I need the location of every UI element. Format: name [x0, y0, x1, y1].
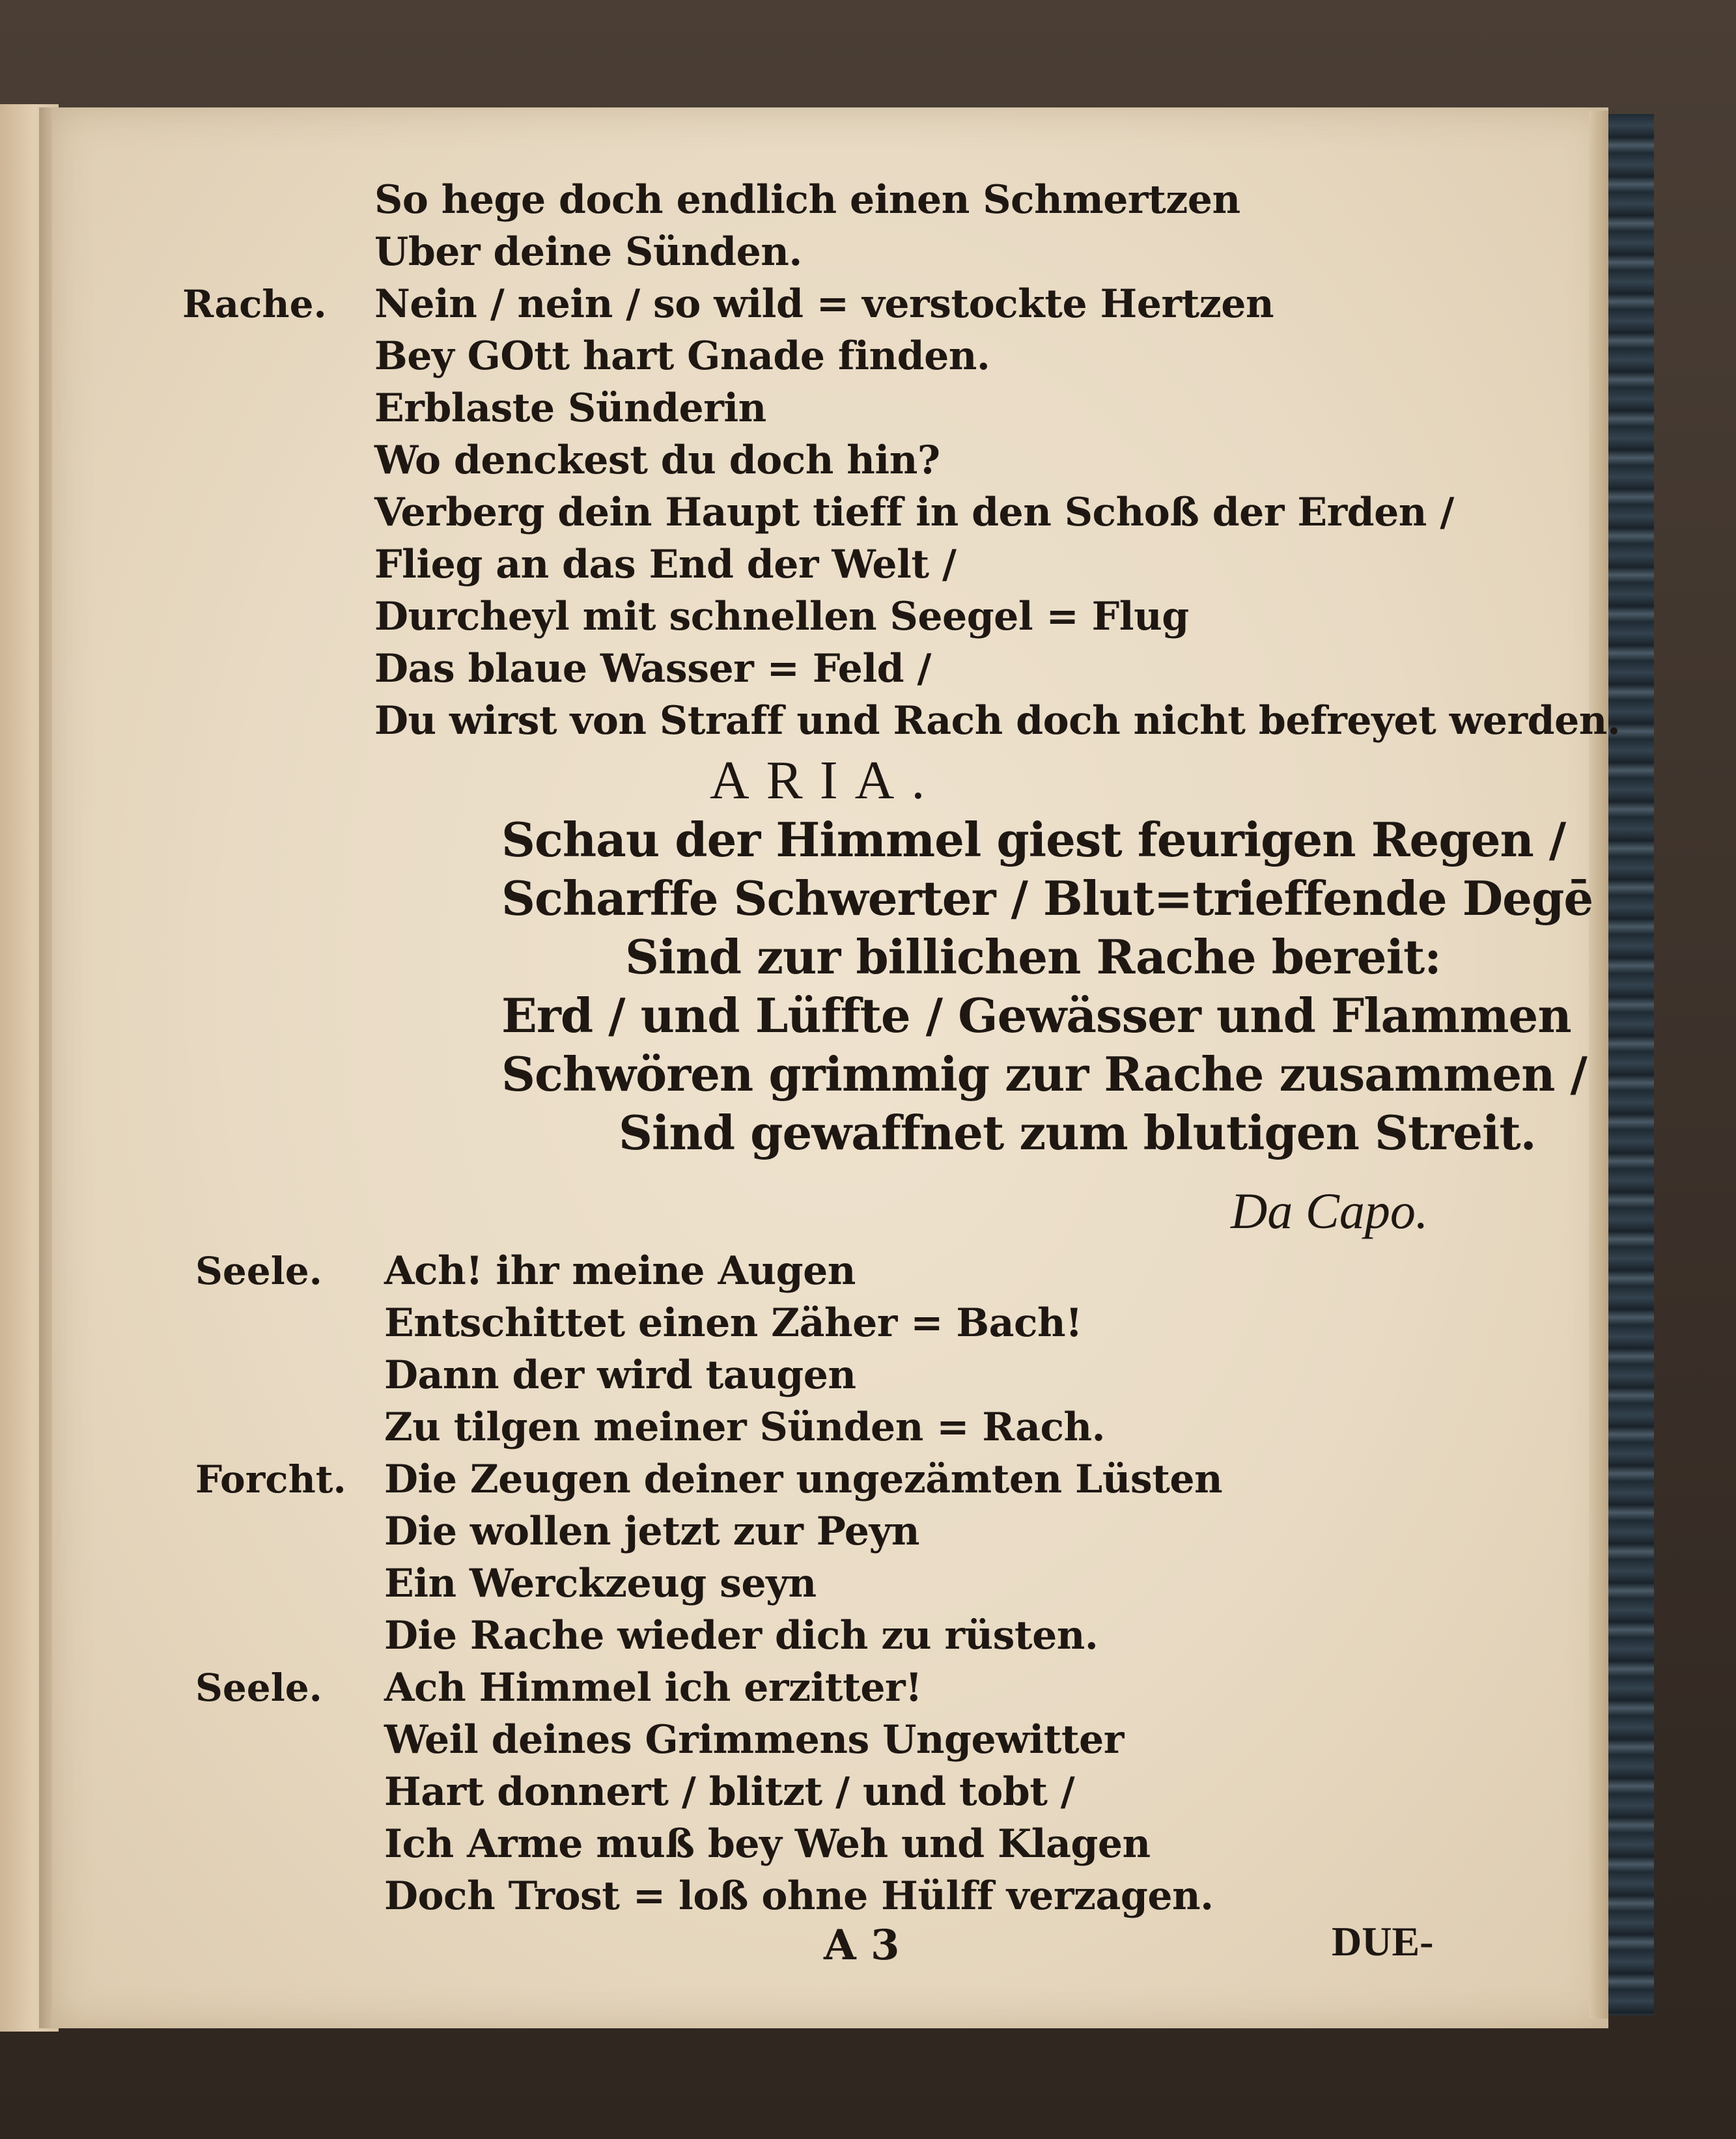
text-line: Entschittet einen Zäher = Bach! [384, 1300, 1082, 1346]
text-line: Ach Himmel ich erzitter! [384, 1665, 922, 1711]
text-line: Weil deines Grimmens Ungewitter [384, 1717, 1124, 1763]
aria-line: Erd / und Lüffte / Gewässer und Flammen [501, 988, 1571, 1043]
text-line: Das blaue Wasser = Feld / [374, 646, 931, 692]
aria-line: Sind gewaffnet zum blutigen Streit. [619, 1105, 1536, 1160]
text-line: Doch Trost = loß ohne Hülff verzagen. [384, 1873, 1214, 1919]
text-line: Nein / nein / so wild = verstockte Hertzen [374, 281, 1274, 327]
text-line: Flieg an das End der Welt / [374, 542, 957, 587]
marbled-cover-edge [1608, 114, 1654, 2015]
aria-line: Schau der Himmel giest feurigen Regen / [501, 812, 1566, 867]
text-line: Du wirst von Straff und Rach doch nicht befreyet werden. [374, 698, 1621, 744]
aria-line: Schwören grimmig zur Rache zusammen / [501, 1046, 1587, 1102]
text-line: Dann der wird taugen [384, 1352, 856, 1398]
catchword: DUE- [1332, 1918, 1434, 1964]
text-line: Ach! ihr meine Augen [384, 1248, 856, 1294]
signature-mark: A 3 [824, 1921, 900, 1970]
aria-line: Scharffe Schwerter / Blut=trieffende Degē [501, 871, 1593, 926]
text-line: Ein Werckzeug seyn [384, 1561, 817, 1606]
text-line: Die Zeugen deiner ungezämten Lüsten [384, 1457, 1223, 1502]
text-line: Ich Arme muß bey Weh und Klagen [384, 1821, 1151, 1867]
page-fore-edge [1589, 111, 1608, 2019]
text-line: Zu tilgen meiner Sünden = Rach. [384, 1405, 1106, 1450]
text-line: Wo denckest du doch hin? [374, 438, 940, 483]
speaker-forcht: Forcht. [195, 1457, 346, 1502]
text-line: So hege doch endlich einen Schmertzen [374, 177, 1240, 223]
text-line: Bey GOtt hart Gnade finden. [374, 333, 990, 379]
text-line: Uber deine Sünden. [374, 229, 802, 275]
aria-heading: ARIA. [710, 750, 942, 811]
speaker-seele: Seele. [195, 1249, 322, 1293]
text-line: Durcheyl mit schnellen Seegel = Flug [374, 594, 1189, 639]
speaker-rache: Rache. [182, 282, 327, 326]
text-line: Erblaste Sünderin [374, 385, 766, 431]
speaker-seele: Seele. [195, 1666, 322, 1710]
da-capo-marking: Da Capo. [1231, 1182, 1429, 1239]
text-line: Hart donnert / blitzt / und tobt / [384, 1769, 1075, 1815]
aria-line: Sind zur billichen Rache bereit: [625, 929, 1441, 985]
text-line: Die wollen jetzt zur Peyn [384, 1509, 919, 1554]
text-line: Verberg dein Haupt tieff in den Schoß der Erden / [374, 490, 1454, 535]
text-line: Die Rache wieder dich zu rüsten. [384, 1613, 1099, 1658]
